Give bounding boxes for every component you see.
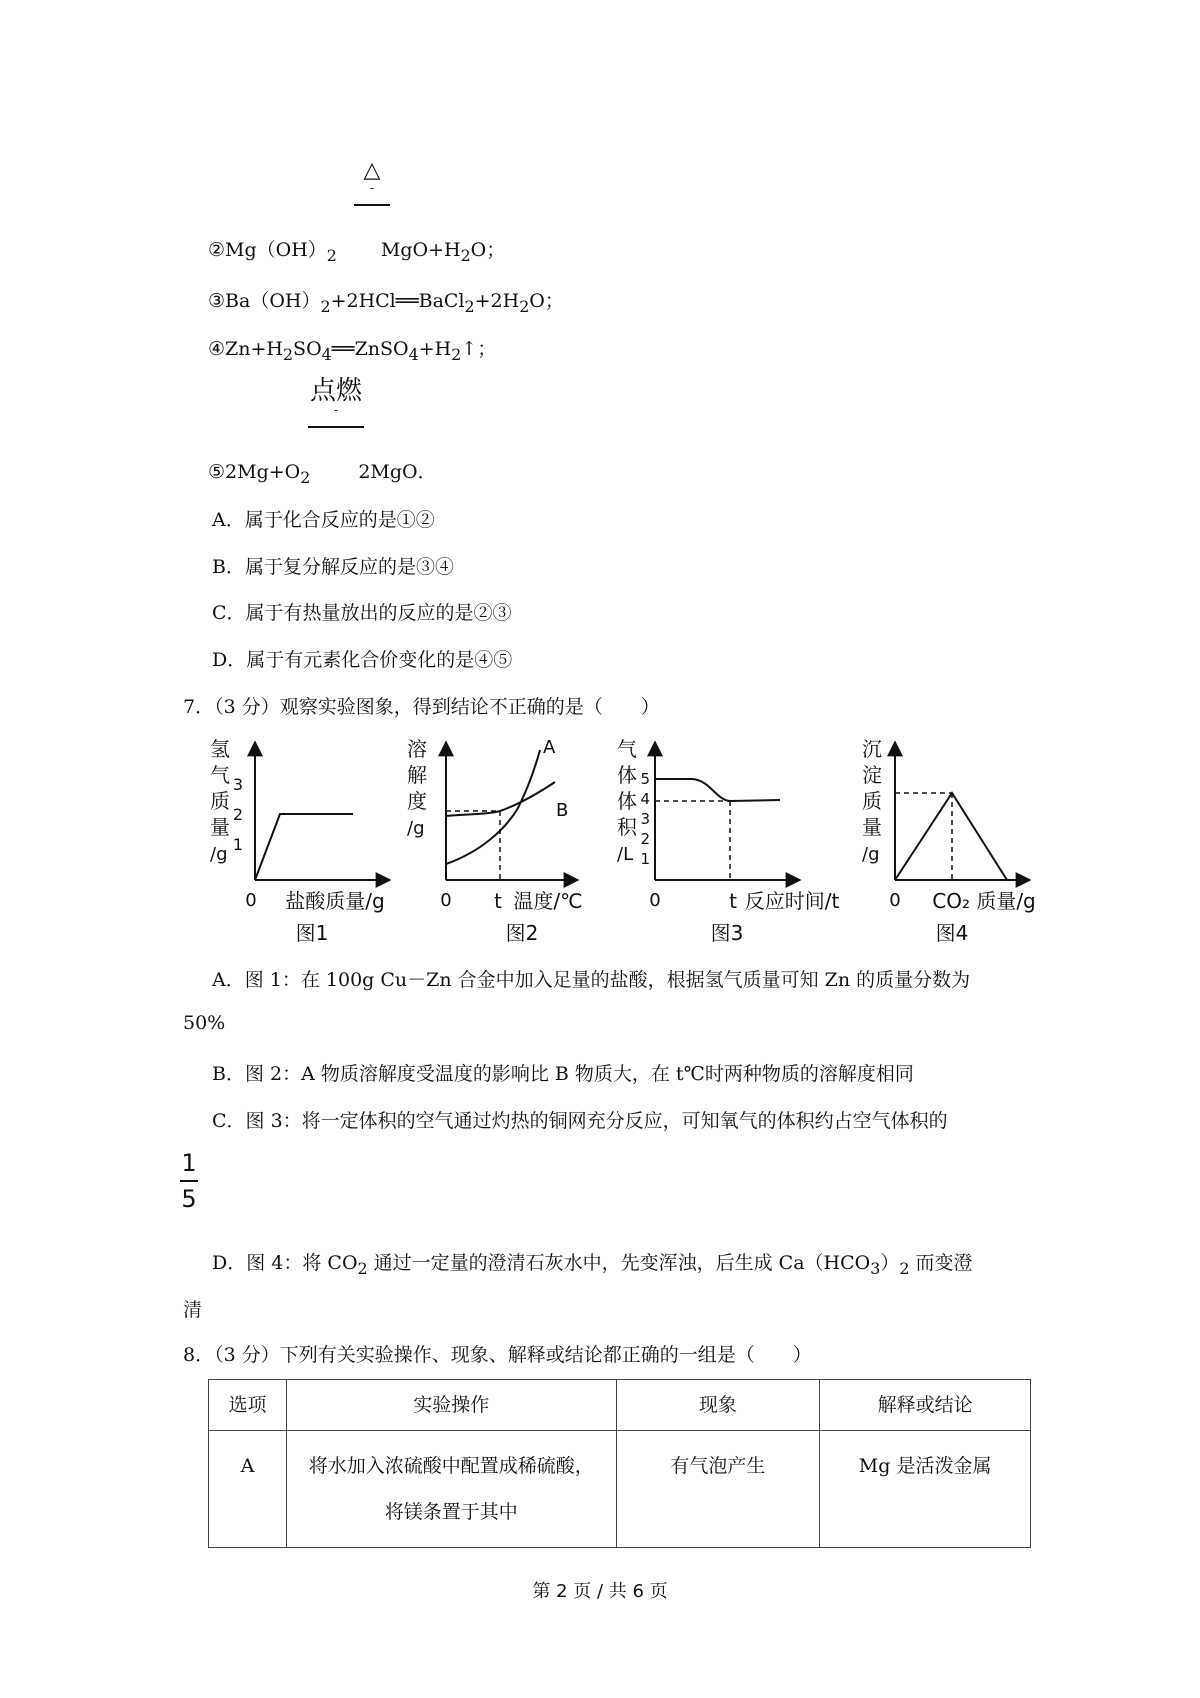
- figure-1: [210, 737, 390, 945]
- fig1-ylabel-0: 氢: [210, 737, 230, 761]
- fig4-origin: 0: [889, 890, 901, 911]
- fig2-title: 图2: [505, 921, 539, 945]
- fig4-ylabel-4: /g: [862, 844, 880, 865]
- equation-2: $②Mg(OH)_2$ $MgO+H_2O$；: [208, 239, 506, 265]
- fig3-ylabel-2: 体: [617, 789, 637, 813]
- header-operation: 实验操作: [286, 1380, 616, 1431]
- row-a-conclusion: Mg 是活泼金属: [820, 1431, 1031, 1548]
- fig2-curve-b: [446, 782, 555, 816]
- fig1-xlabel: 盐酸质量/g: [285, 889, 385, 913]
- eq5-condition: 点燃 -: [306, 378, 366, 428]
- q7-stem: 7．（3 分）观察实验图象，得到结论不正确的是（ ）: [183, 696, 660, 718]
- figure-2: [407, 737, 583, 945]
- fig4-ylabel-0: 沉: [862, 737, 882, 761]
- q6-option-c: C．属于有热量放出的反应的是②③: [212, 602, 512, 624]
- q6-option-a: A．属于化合反应的是①②: [212, 509, 435, 531]
- page-footer: 第 2 页 / 共 6 页: [532, 1581, 668, 1602]
- fig1-ylabel-3: 量: [210, 815, 230, 839]
- fig1-ylabel-2: 质: [210, 789, 230, 813]
- q7-option-d: D．图 4：将 $CO_2$ 通过一定量的澄清石灰水中，先变浑浊，后生成 $Ca(HCO_3)_2$ 而变澄: [212, 1252, 973, 1278]
- fig4-line: [895, 793, 1007, 880]
- fig1-ytick-2: 2: [232, 805, 243, 824]
- equation-3: $③Ba(OH)_2+2HCl══BaCl_2+2H_2O$；: [208, 290, 564, 316]
- fig3-origin: 0: [649, 890, 661, 911]
- fig3-xlabel: 反应时间/t: [744, 889, 840, 913]
- fig3-ylabel-3: 积: [617, 815, 637, 839]
- q7-fraction: 1 5: [181, 1149, 197, 1214]
- equation-4: $④Zn+H_2SO_4══ZnSO_4+H_2↑$；: [208, 338, 497, 364]
- fig3-ytick-2: 2: [640, 830, 650, 848]
- fig3-title: 图3: [710, 921, 744, 945]
- fig3-ytick-5: 5: [640, 770, 650, 788]
- fig1-ylabel-1: 气: [210, 763, 230, 787]
- fig3-ylabel-0: 气: [617, 737, 637, 761]
- fig3-ytick-3: 3: [640, 810, 650, 828]
- header-phenomenon: 现象: [616, 1380, 820, 1431]
- q7-option-c: C．图 3：将一定体积的空气通过灼热的铜网充分反应，可知氧气的体积约占空气体积的: [212, 1110, 948, 1132]
- fig3-ytick-4: 4: [640, 790, 650, 808]
- header-option: 选项: [209, 1380, 287, 1431]
- header-conclusion: 解释或结论: [820, 1380, 1031, 1431]
- fig4-ylabel-2: 质: [862, 789, 882, 813]
- row-a-option: A: [209, 1431, 287, 1548]
- q8-stem: 8．（3 分）下列有关实验操作、现象、解释或结论都正确的一组是（ ）: [183, 1344, 812, 1366]
- fig3-curve: [655, 779, 780, 801]
- fig4-ylabel-3: 量: [862, 815, 882, 839]
- q7-option-a-line1: A．图 1：在 100g Cu－Zn 合金中加入足量的盐酸，根据氢气质量可知 Zn 的质量分数为: [212, 969, 971, 991]
- eq2-condition: △ -: [352, 160, 392, 206]
- row-a-operation: 将水加入浓硫酸中配置成稀硫酸， 将镁条置于其中: [286, 1431, 616, 1548]
- fig2-curve-a: [446, 750, 540, 864]
- fig2-ylabel-0: 溶: [407, 737, 427, 761]
- q8-table: [208, 1379, 1031, 1548]
- fig2-xmark: t: [494, 889, 502, 913]
- fig4-xlabel: CO₂ 质量/g: [932, 889, 1036, 913]
- fig1-title: 图1: [295, 921, 329, 945]
- q7-option-d-line2: 清: [183, 1299, 203, 1321]
- fig4-title: 图4: [935, 921, 969, 945]
- figure-3: [617, 737, 839, 945]
- fig1-ytick-3: 3: [232, 775, 243, 794]
- fig2-origin: 0: [440, 890, 452, 911]
- fig2-ylabel-3: /g: [407, 818, 425, 839]
- fig3-ylabel-4: /L: [617, 844, 634, 865]
- fig2-label-a: A: [543, 737, 556, 758]
- figure-4: [862, 737, 1036, 945]
- fig2-ylabel-2: 度: [407, 789, 427, 813]
- fig1-ylabel-4: /g: [210, 844, 228, 865]
- fig2-ylabel-1: 解: [407, 763, 427, 787]
- equation-5: $⑤2Mg+O_2$ 2MgO．: [208, 461, 437, 487]
- q6-option-d: D．属于有元素化合价变化的是④⑤: [212, 649, 513, 671]
- table-row: [209, 1431, 1031, 1548]
- fig1-line: [255, 814, 353, 880]
- fig4-ylabel-1: 淀: [862, 763, 882, 787]
- q7-option-b: B．图 2：A 物质溶解度受温度的影响比 B 物质大，在 t℃时两种物质的溶解度相同: [212, 1063, 914, 1085]
- fig3-ytick-1: 1: [640, 850, 650, 868]
- fig2-xlabel: 温度/℃: [513, 889, 583, 913]
- fig1-origin: 0: [245, 890, 257, 911]
- fig3-xmark: t: [729, 889, 737, 913]
- q6-option-b: B．属于复分解反应的是③④: [212, 556, 454, 578]
- table-header-row: [209, 1380, 1031, 1431]
- fig3-ylabel-1: 体: [617, 763, 637, 787]
- fig1-ytick-1: 1: [232, 835, 243, 854]
- row-a-phenomenon: 有气泡产生: [616, 1431, 820, 1548]
- q7-option-a-line2: 50%: [183, 1012, 226, 1034]
- fig2-label-b: B: [556, 800, 569, 821]
- q7-graphs: [0, 730, 1200, 960]
